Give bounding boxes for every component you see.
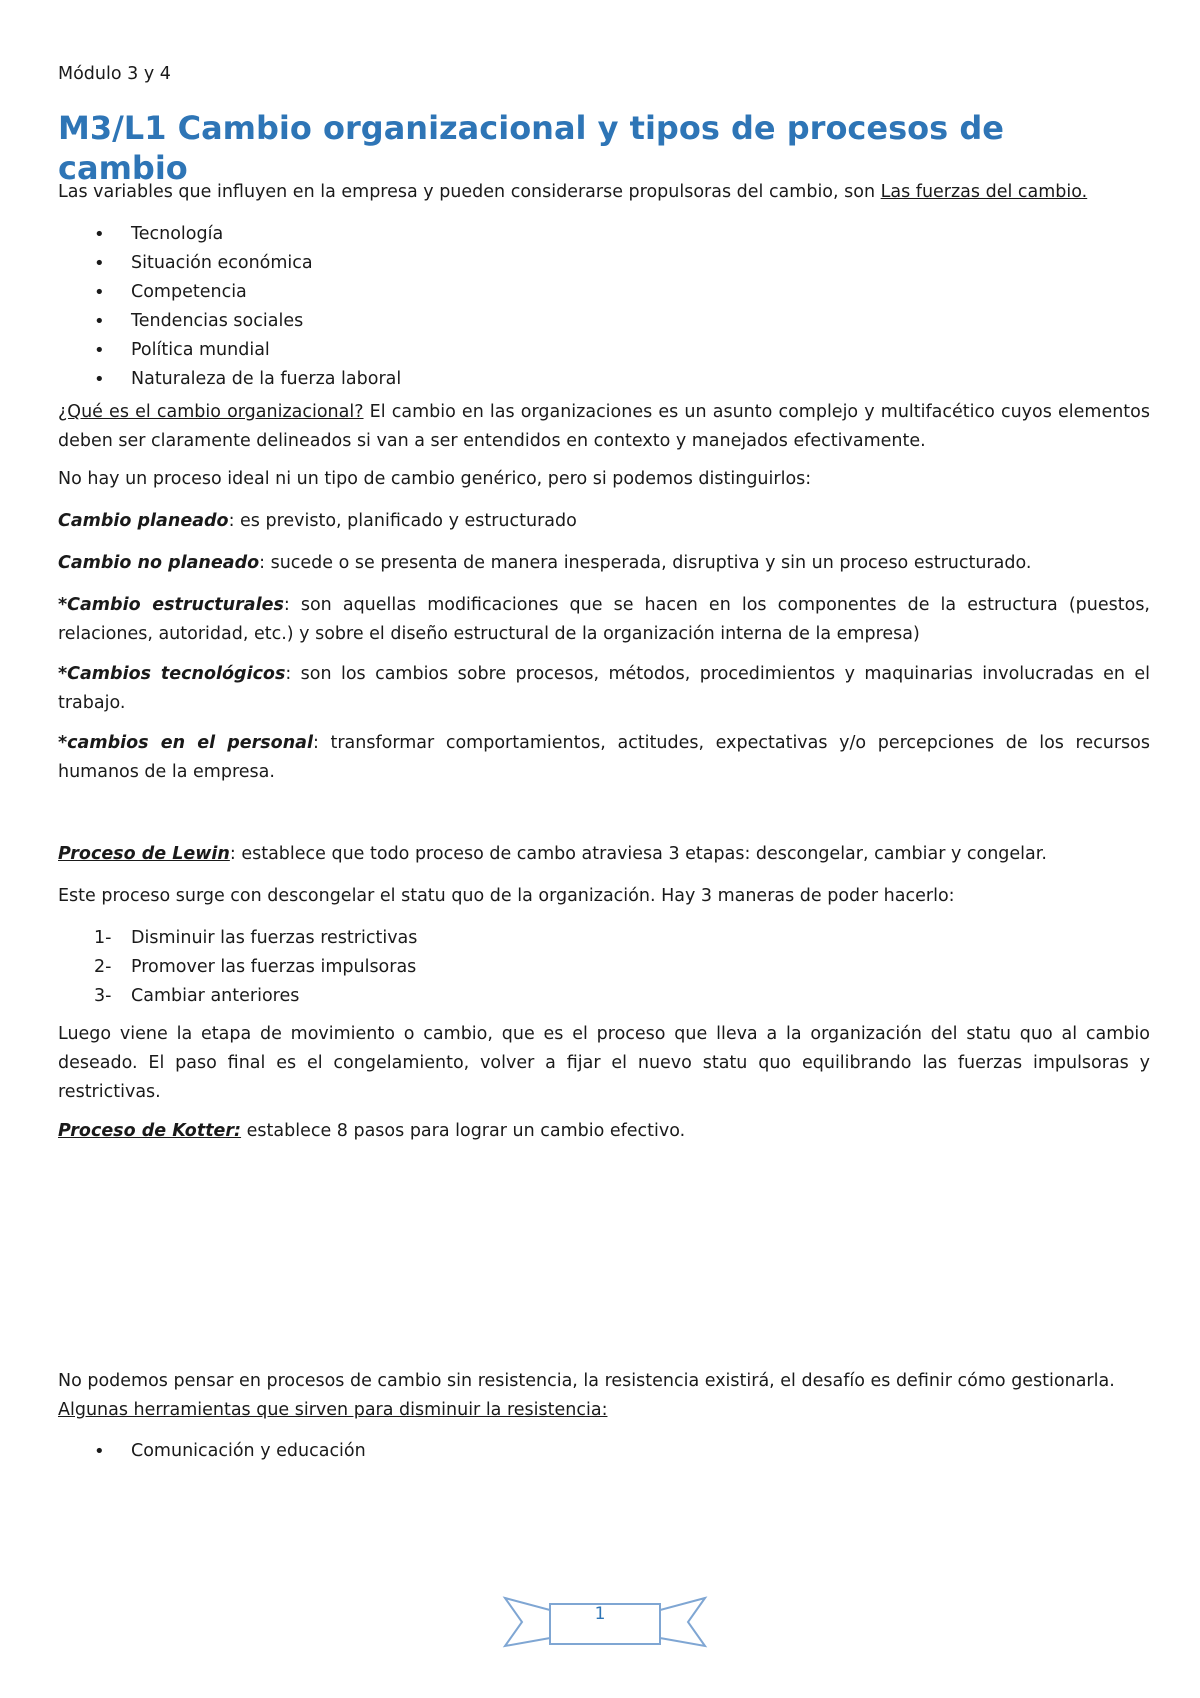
type-term: *Cambios tecnológicos bbox=[58, 664, 286, 684]
definition-question: ¿Qué es el cambio organizacional? bbox=[58, 402, 364, 422]
step-label: Cambiar anteriores bbox=[131, 986, 300, 1006]
type-term: *cambios en el personal bbox=[58, 733, 313, 753]
page-number: 1 bbox=[594, 1604, 606, 1624]
list-item: • Comunicación y educación bbox=[58, 1437, 366, 1466]
list-item: • Naturaleza de la fuerza laboral bbox=[58, 365, 401, 394]
list-item bbox=[58, 924, 417, 953]
type-planned bbox=[58, 507, 1150, 536]
type-structural bbox=[58, 591, 1150, 649]
resistance-paragraph bbox=[58, 1367, 1150, 1425]
type-text: : transformar comportamientos, actitudes, expectativas y/o percepciones de los recursos humanos de la empresa. bbox=[58, 733, 1150, 782]
kotter-term: Proceso de Kotter: bbox=[58, 1121, 242, 1141]
intro-underlined: Las fuerzas del cambio. bbox=[880, 182, 1088, 202]
tools-heading: Algunas herramientas que sirven para disminuir la resistencia: bbox=[58, 1400, 608, 1420]
definition-paragraph bbox=[58, 398, 1150, 456]
type-unplanned bbox=[58, 549, 1150, 578]
lewin-steps bbox=[58, 924, 417, 1011]
lewin-term: Proceso de Lewin bbox=[58, 844, 230, 864]
type-text: : son aquellas modificaciones que se hacen en los componentes de la estructura (puestos, relaciones, autoridad, etc.) y sobre el diseño estructural de la organización interna de la empresa) bbox=[58, 595, 1150, 644]
list-item: • Política mundial bbox=[58, 336, 401, 365]
type-text: : es previsto, planificado y estructurado bbox=[228, 511, 577, 531]
list-item bbox=[58, 982, 417, 1011]
type-term: Cambio planeado bbox=[58, 511, 229, 531]
intro-text: Las variables que influyen en la empresa y pueden considerarse propulsoras del cambio, son bbox=[58, 182, 881, 202]
step-number: 1- bbox=[94, 928, 112, 948]
list-item: • Tendencias sociales bbox=[58, 307, 401, 336]
no-ideal-paragraph: No hay un proceso ideal ni un tipo de cambio genérico, pero si podemos distinguirlos: bbox=[58, 469, 812, 489]
page-title: M3/L1 Cambio organizacional y tipos de procesos de cambio bbox=[58, 109, 1004, 187]
lewin-p2: Este proceso surge con descongelar el statu quo de la organización. Hay 3 maneras de poder hacerlo: bbox=[58, 886, 955, 906]
lewin-text: : establece que todo proceso de cambo atraviesa 3 etapas: descongelar, cambiar y congelar. bbox=[229, 844, 1047, 864]
list-item: • Situación económica bbox=[58, 249, 401, 278]
list-item bbox=[58, 953, 417, 982]
type-personnel bbox=[58, 729, 1150, 787]
definition-text: El cambio en las organizaciones es un asunto complejo y multifacético cuyos elementos deben ser claramente delineados si van a ser entendidos en contexto y manejados efectivamente. bbox=[58, 402, 1150, 451]
intro-paragraph bbox=[58, 178, 1150, 207]
type-technological bbox=[58, 660, 1150, 718]
kotter-paragraph bbox=[58, 1117, 1150, 1146]
step-label: Promover las fuerzas impulsoras bbox=[131, 957, 417, 977]
type-term: Cambio no planeado bbox=[58, 553, 260, 573]
step-label: Disminuir las fuerzas restrictivas bbox=[131, 928, 418, 948]
page-header: Módulo 3 y 4 bbox=[58, 64, 171, 84]
list-item: • Competencia bbox=[58, 278, 401, 307]
step-number: 3- bbox=[94, 986, 112, 1006]
type-text: : sucede o se presenta de manera inesperada, disruptiva y sin un proceso estructurado. bbox=[259, 553, 1032, 573]
type-term: *Cambio estructurales bbox=[58, 595, 284, 615]
list-item: • Tecnología bbox=[58, 220, 401, 249]
tools-list bbox=[58, 1437, 366, 1466]
step-number: 2- bbox=[94, 957, 112, 977]
forces-list bbox=[58, 220, 401, 394]
kotter-text: establece 8 pasos para lograr un cambio efectivo. bbox=[241, 1121, 686, 1141]
lewin-paragraph bbox=[58, 840, 1150, 869]
type-text: : son los cambios sobre procesos, métodos, procedimientos y maquinarias involucradas en el trabajo. bbox=[58, 664, 1151, 713]
resistance-text: No podemos pensar en procesos de cambio sin resistencia, la resistencia existirá, el desafío es definir cómo gestionarla. bbox=[58, 1371, 1115, 1391]
lewin-p3: Luego viene la etapa de movimiento o cambio, que es el proceso que lleva a la organización del statu quo al cambio deseado. El paso final es el congelamiento, volver a fijar el nuevo statu quo equilibrando las fuerzas impulsoras y restrictivas. bbox=[58, 1024, 1150, 1102]
